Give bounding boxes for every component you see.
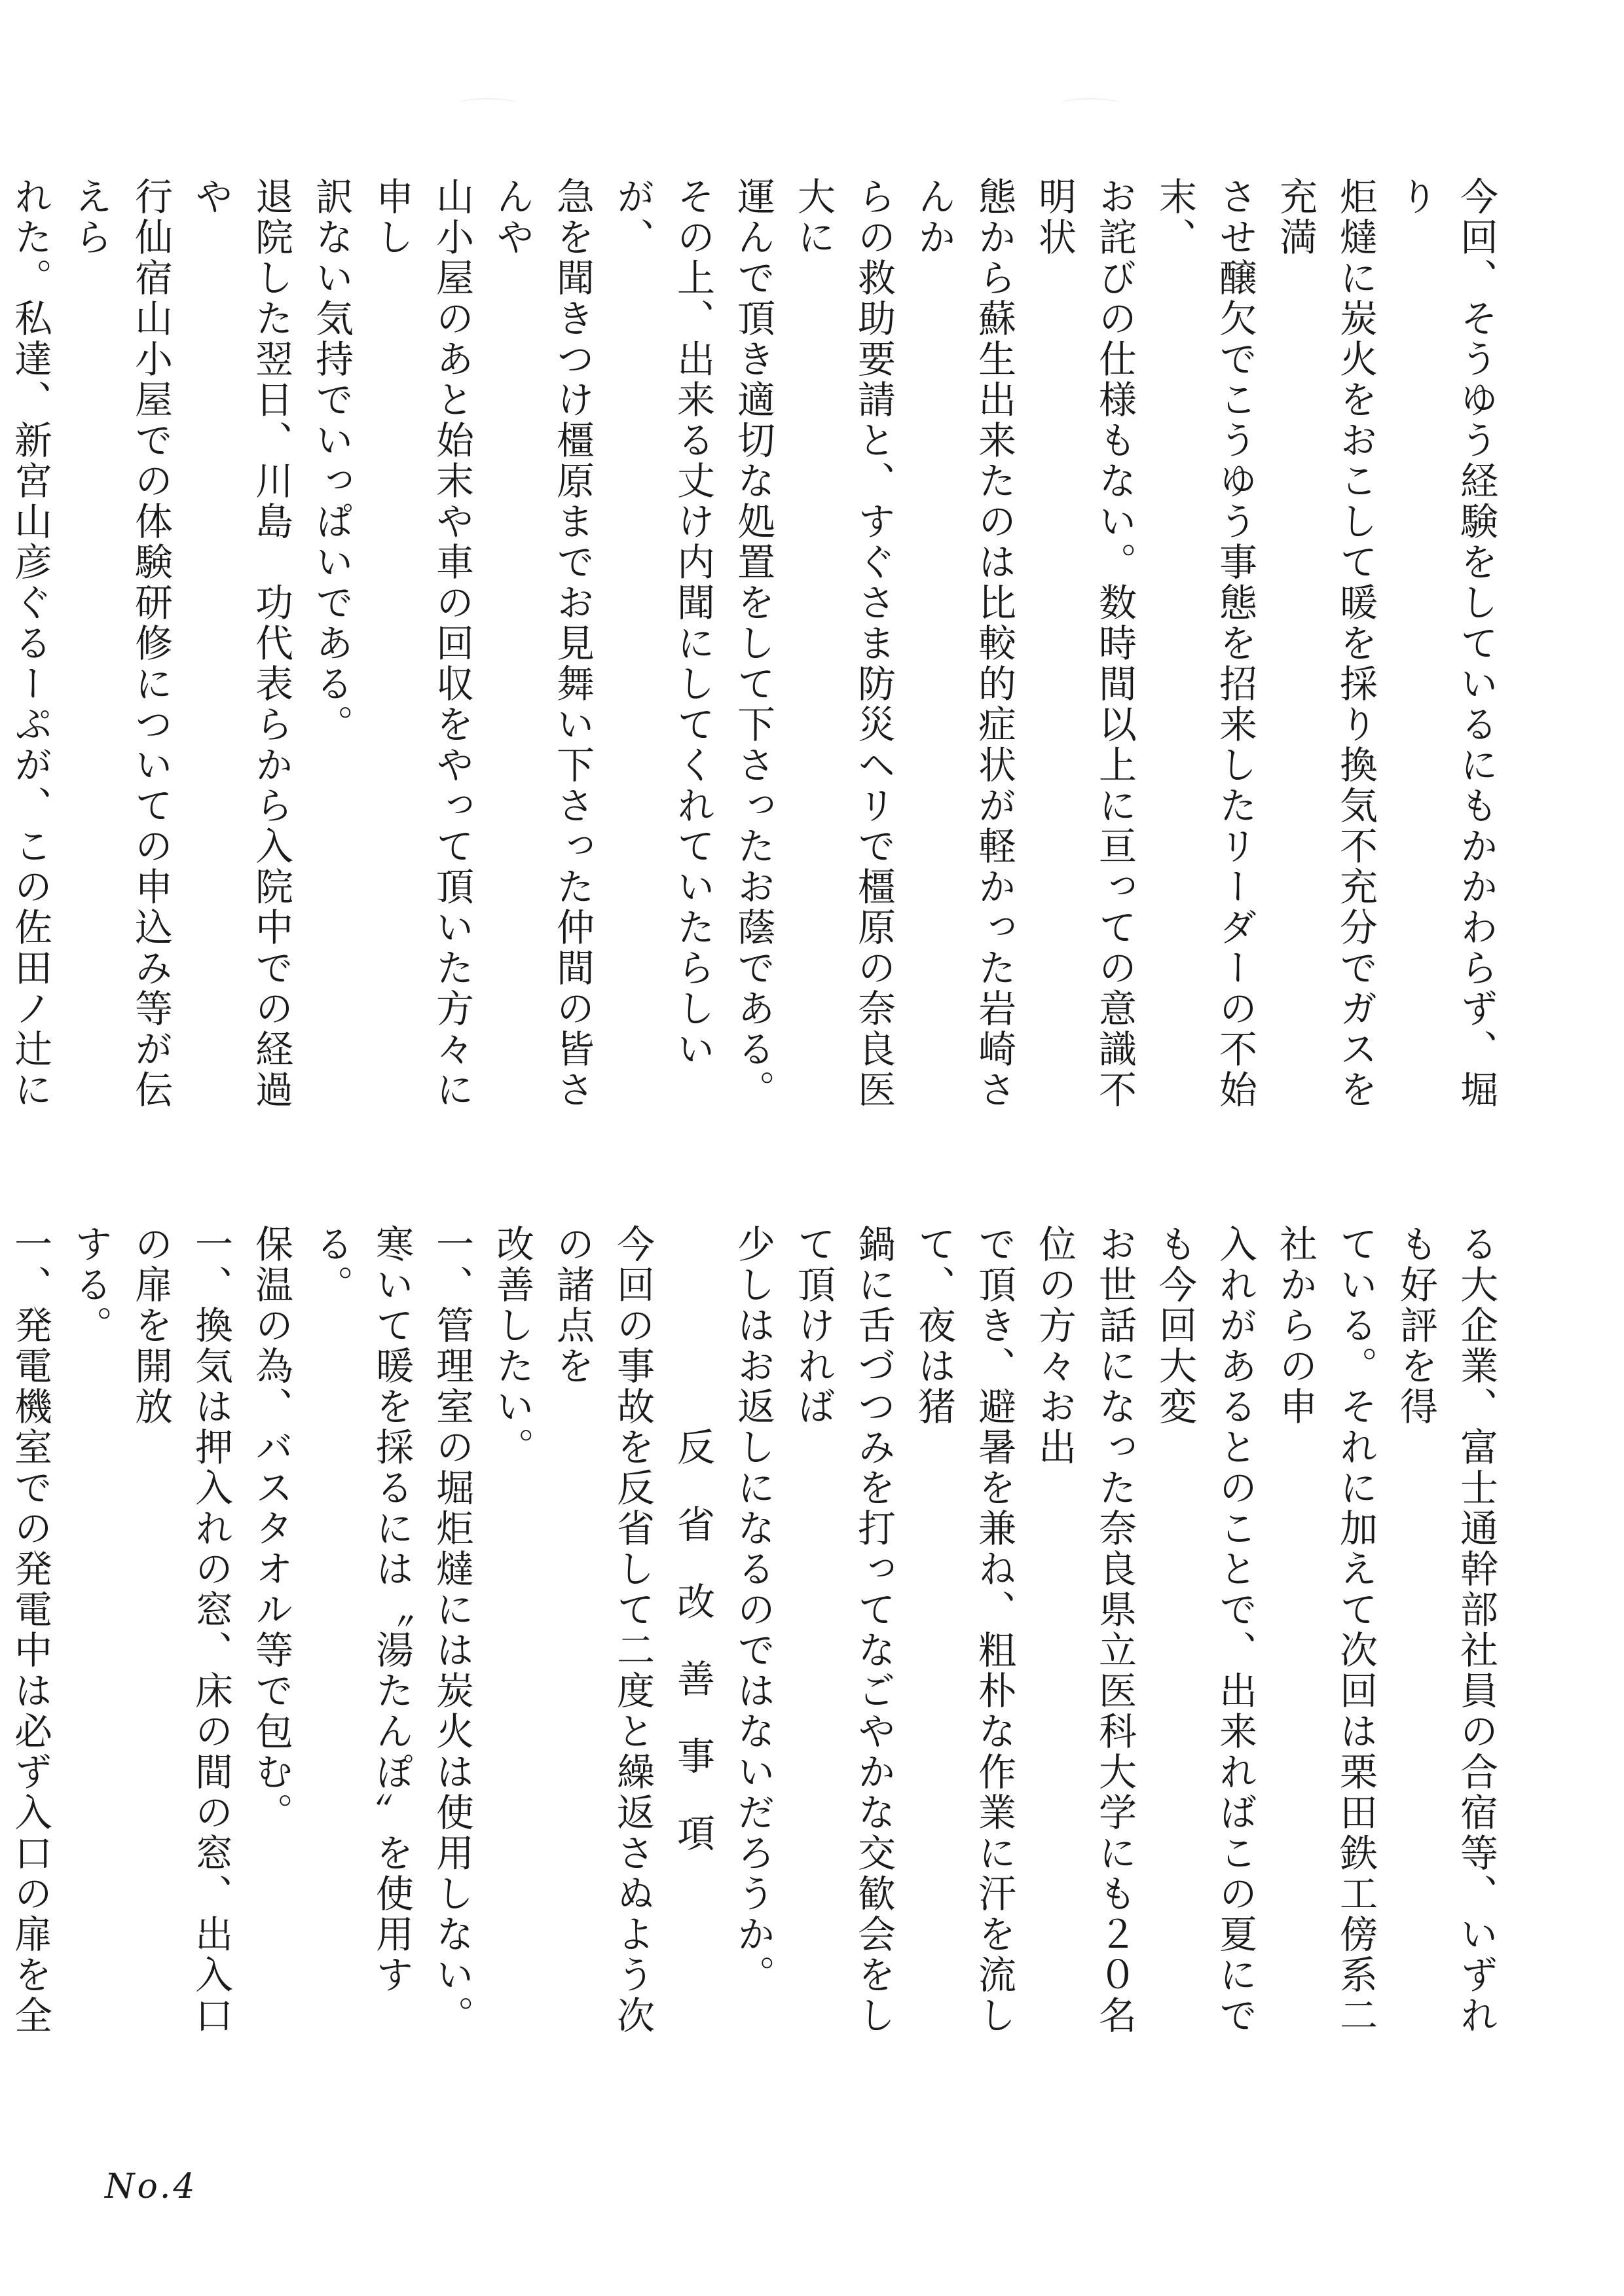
upper-text-block bbox=[8, 177, 1506, 1146]
text-column: 訳ない気持でいっぱいである。 bbox=[309, 177, 354, 745]
text-column: 一、換気は押入れの窓、床の間の窓、出入口の扉を開放 bbox=[128, 1224, 233, 2036]
text-column: 一、発電機室での発電中は必ず入口の扉を全 bbox=[8, 1224, 52, 2036]
text-column: 急を聞きつけ橿原までお見舞い下さった仲間の皆さんや bbox=[490, 177, 595, 1110]
section-heading: 反省改善事項 bbox=[671, 1427, 715, 1891]
text-column: で頂き、避暑を兼ね、粗朴な作業に汗を流して、夜は猪 bbox=[912, 1224, 1016, 2036]
text-column: る大企業、富士通幹部社員の合宿等、いずれも好評を得 bbox=[1393, 1224, 1498, 2036]
text-column: 鍋に舌づつみを打ってなごやかな交歓会をして頂ければ bbox=[791, 1224, 896, 2036]
punch-hole-mark bbox=[1061, 98, 1120, 109]
text-column: 退院した翌日、川島 功代表らから入院中での経過や bbox=[189, 177, 293, 1110]
text-column: 運んで頂き適切な処置をして下さったお蔭である。 bbox=[731, 177, 775, 1110]
text-column: 少しはお返しになるのではないだろうか。 bbox=[731, 1224, 775, 1995]
text-column: 山小屋のあと始末や車の回収をやって頂いた方々に申し bbox=[369, 177, 474, 1110]
text-column: 保温の為、バスタオル等で包む。 bbox=[249, 1224, 293, 1833]
text-column: 態から蘇生出来たのは比較的症状が軽かった岩崎さんか bbox=[912, 177, 1016, 1110]
text-column: 一、管理室の堀炬燵には炭火は使用しない。 bbox=[430, 1224, 474, 2036]
text-column: 改善したい。 bbox=[490, 1224, 534, 1468]
text-column: 今回の事故を反省して二度と繰返さぬよう次の諸点を bbox=[550, 1224, 655, 2036]
text-column: お世話になった奈良県立医科大学にも２０名位の方々お出 bbox=[1032, 1224, 1137, 2036]
lower-text-block bbox=[8, 1224, 1506, 2069]
text-column: させ醸欠でこうゆう事態を招来したリーダーの不始末、 bbox=[1153, 177, 1257, 1110]
text-column: その上、出来る丈け内聞にしてくれていたらしいが、 bbox=[610, 177, 715, 1070]
punch-hole-mark bbox=[458, 98, 517, 109]
text-column: 行仙宿山小屋での体験研修についての申込み等が伝えら bbox=[68, 177, 173, 1110]
text-column: れた。私達、新宮山彦ぐるーぷが、この佐田ノ辻に bbox=[8, 177, 52, 1110]
text-column: 寒いて暖を採るには〝湯たんぽ〟を使用する。 bbox=[309, 1224, 414, 1995]
text-column: 入れがあるとのことで、出来ればこの夏にでも今回大変 bbox=[1153, 1224, 1257, 2036]
text-column: 炬燵に炭火をおこして暖を採り換気不充分でガスを充満 bbox=[1273, 177, 1378, 1110]
text-column: する。 bbox=[68, 1224, 113, 1346]
text-column: らの救助要請と、すぐさま防災ヘリで橿原の奈良医大に bbox=[791, 177, 896, 1110]
text-column: ている。それに加えて次回は栗田鉄工傍系二社からの申 bbox=[1273, 1224, 1378, 2036]
page-number: No.4 bbox=[105, 2167, 198, 2206]
text-column: お詫びの仕様もない。数時間以上に亘っての意識不明状 bbox=[1032, 177, 1137, 1110]
text-column: 今回、そうゆう経験をしているにもかかわらず、堀り bbox=[1393, 177, 1498, 1110]
